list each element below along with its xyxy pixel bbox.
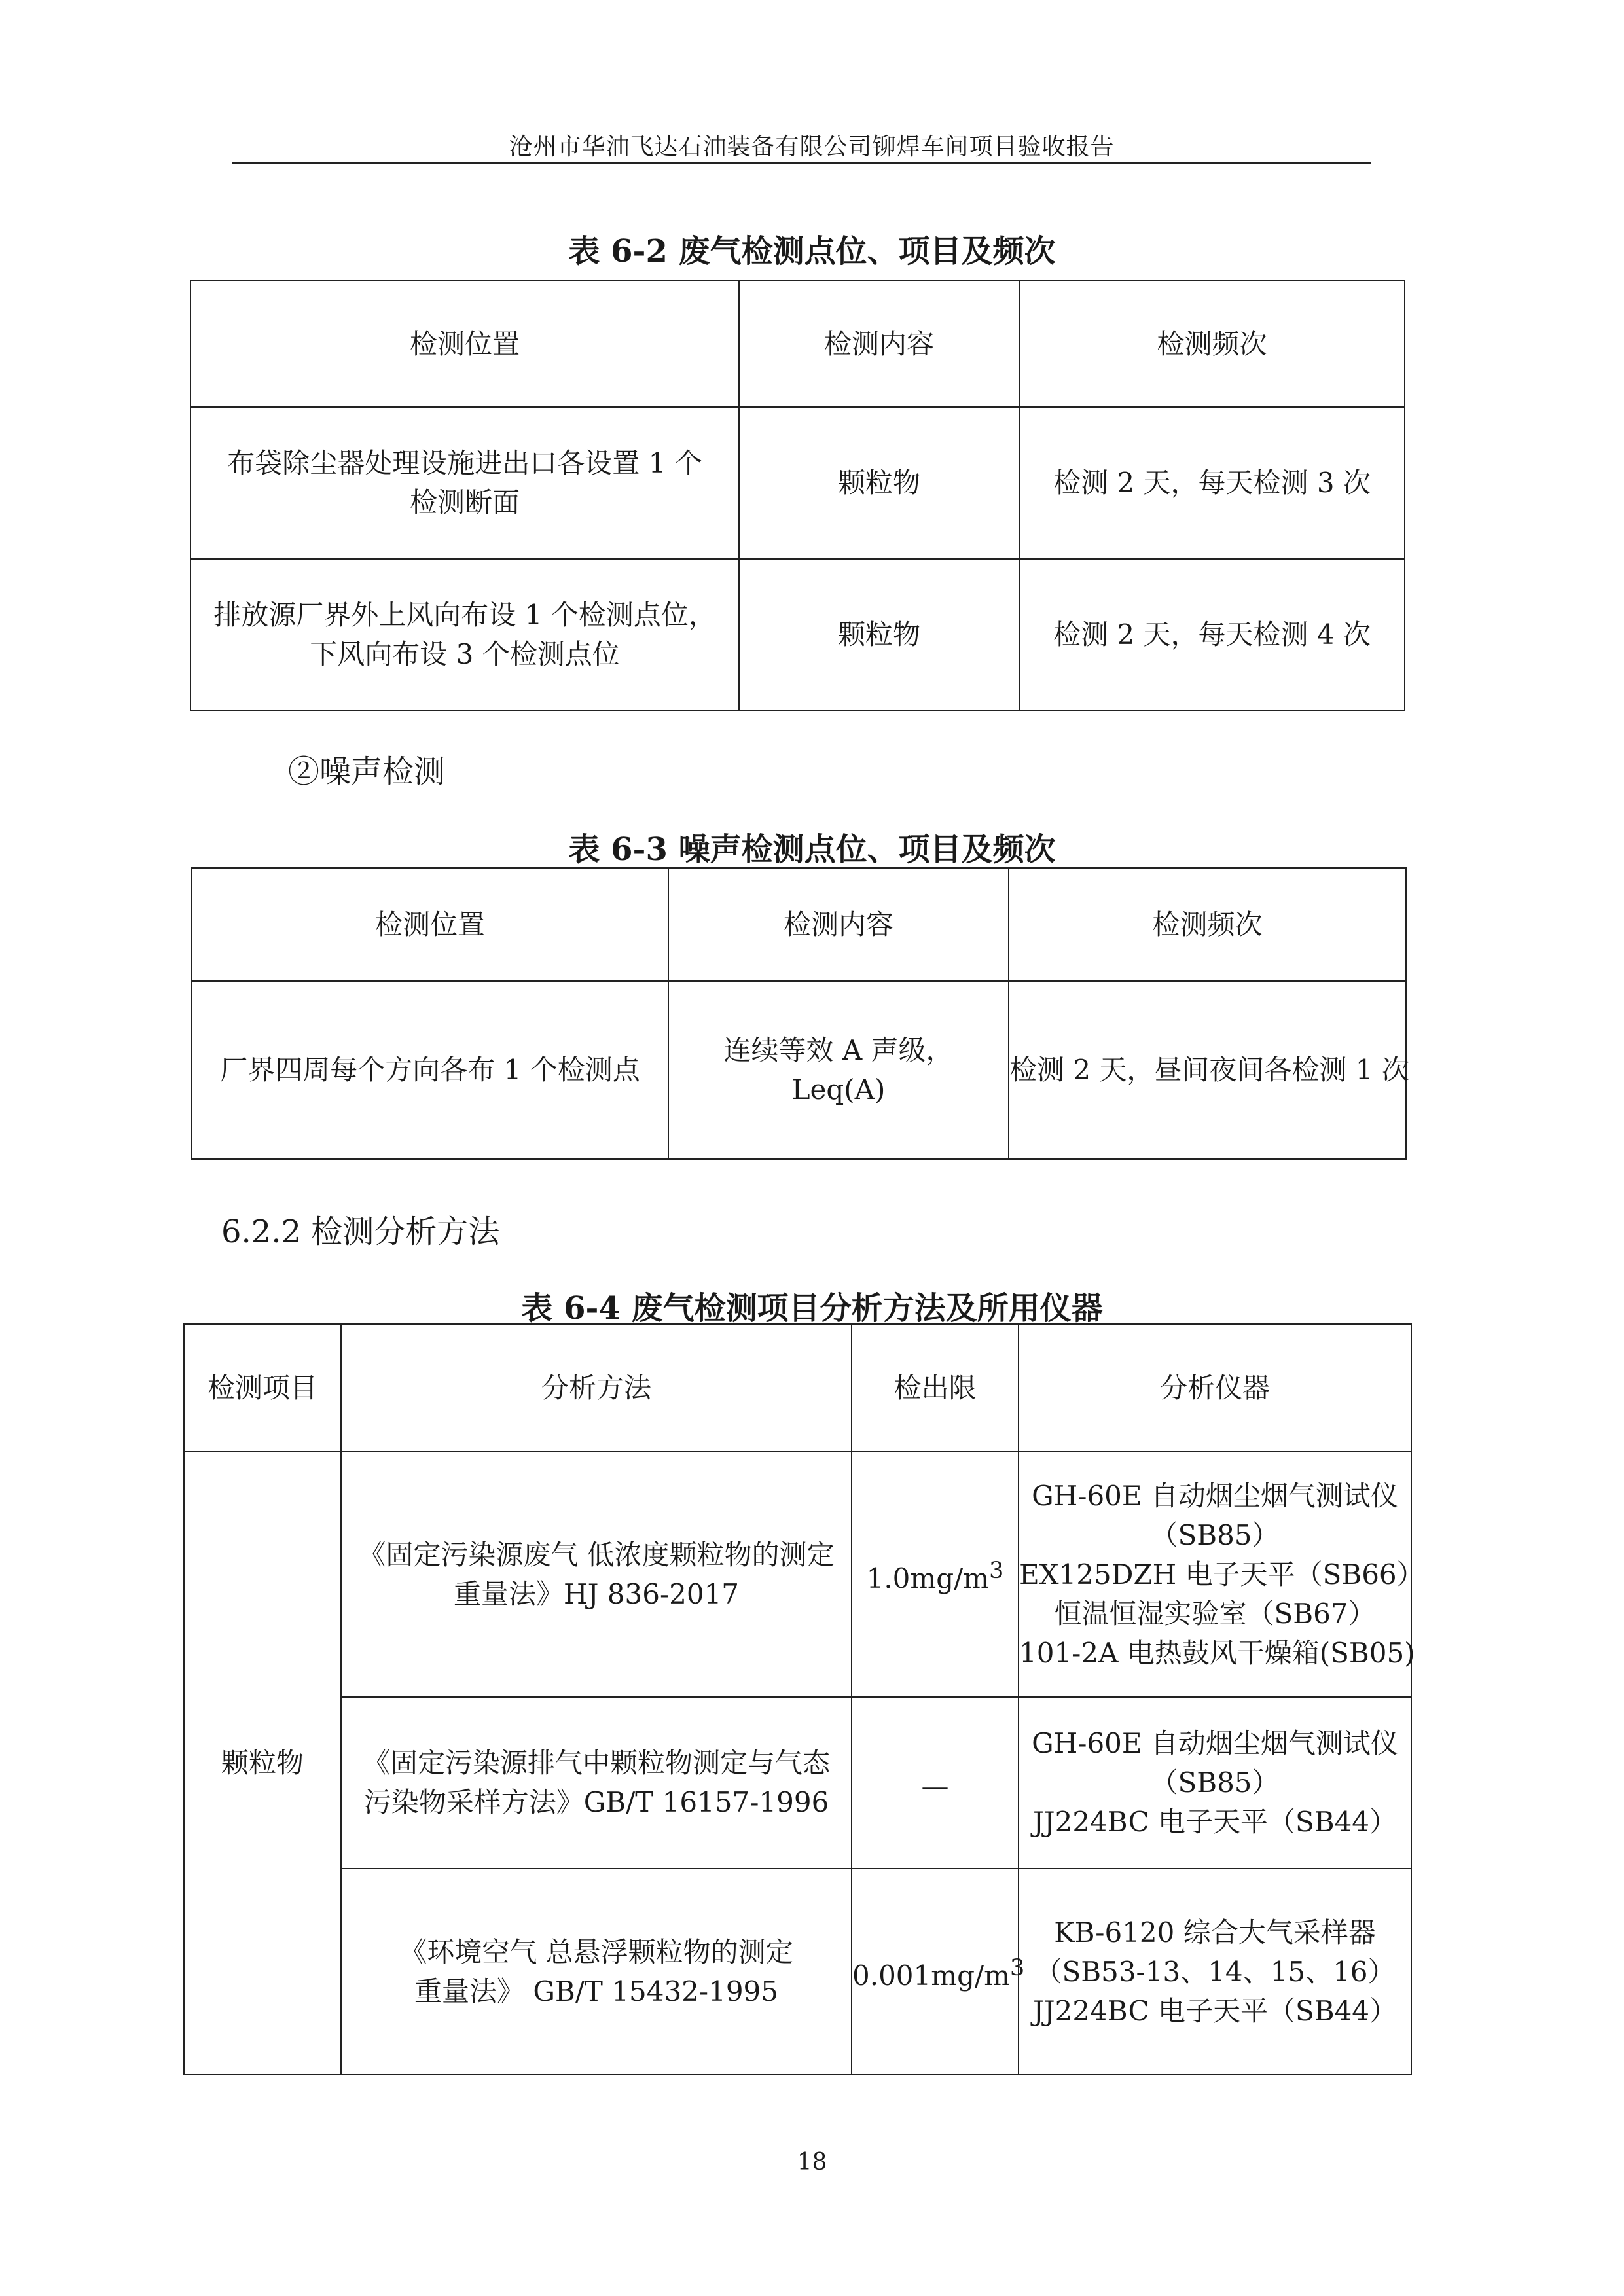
- frequency-cell: 检测 2 天，昼间夜间各检测 1 次: [1009, 981, 1406, 1159]
- instrument-line: GH-60E 自动烟尘烟气测试仪: [1032, 1727, 1398, 1759]
- table-header-cell: 检测项目: [184, 1324, 341, 1452]
- detection-limit-exponent: 3: [989, 1557, 1004, 1584]
- instrument-cell: [1019, 1697, 1411, 1869]
- table-row: [192, 981, 1406, 1159]
- detection-limit-cell: [852, 1697, 1019, 1869]
- detection-limit-cell: [852, 1452, 1019, 1697]
- detection-limit-cell: [852, 1869, 1025, 2075]
- table-6-3-caption: 表 6-3 噪声检测点位、项目及频次: [568, 831, 1056, 868]
- instrument-cell: [1019, 1452, 1424, 1697]
- table-row: [184, 1697, 1411, 1869]
- page-number: 18: [797, 2149, 827, 2176]
- instrument-line: （SB53-13、14、15、16）: [1034, 1955, 1396, 1988]
- report-header-title: 沧州市华油飞达石油装备有限公司铆焊车间项目验收报告: [509, 134, 1115, 160]
- table-row: [190, 559, 1405, 711]
- location-line: 布袋除尘器处理设施进出口各设置 1 个: [227, 447, 702, 479]
- content-cell: [668, 981, 1009, 1159]
- method-line: 污染物采样方法》GB/T 16157-1996: [363, 1786, 829, 1818]
- header-divider: [232, 162, 1371, 164]
- table-header-cell: 分析方法: [341, 1324, 852, 1452]
- method-line: 重量法》HJ 836-2017: [453, 1577, 740, 1610]
- test-item-cell: 颗粒物: [184, 1452, 341, 2075]
- table-header-cell: 检测频次: [1009, 868, 1406, 981]
- table-row: [184, 1452, 1411, 1697]
- method-line: 《固定污染源排气中颗粒物测定与气态: [362, 1747, 830, 1779]
- table-6-2: [190, 280, 1405, 711]
- method-line: 重量法》 GB/T 15432-1995: [414, 1975, 778, 2007]
- instrument-line: （SB85）: [1150, 1518, 1280, 1551]
- method-cell: [341, 1697, 852, 1869]
- content-line: 连续等效 A 声级，: [723, 1034, 954, 1066]
- instrument-line: 恒温恒湿实验室（SB67）: [1054, 1597, 1376, 1630]
- frequency-cell: 检测 2 天，每天检测 3 次: [1019, 407, 1405, 559]
- location-cell: [190, 559, 739, 711]
- table-header-cell: 检出限: [852, 1324, 1019, 1452]
- location-cell: 厂界四周每个方向各布 1 个检测点: [192, 981, 668, 1159]
- section-6-2-2-heading: 6.2.2 检测分析方法: [221, 1213, 500, 1250]
- table-6-2-caption: 表 6-2 废气检测点位、项目及频次: [568, 233, 1056, 270]
- noise-section-heading: ②噪声检测: [288, 753, 446, 790]
- table-6-4: [183, 1323, 1424, 2075]
- table-header-cell: 检测位置: [192, 868, 668, 981]
- table-header-cell: 检测频次: [1019, 281, 1405, 407]
- method-line: 《固定污染源废气 低浓度颗粒物的测定: [358, 1538, 835, 1571]
- table-row: [184, 1869, 1411, 2075]
- instrument-cell: [1019, 1869, 1411, 2075]
- table-6-4-caption: 表 6-4 废气检测项目分析方法及所用仪器: [521, 1290, 1103, 1327]
- instrument-line: GH-60E 自动烟尘烟气测试仪: [1032, 1479, 1398, 1512]
- detection-limit-value: —: [921, 1770, 949, 1803]
- detection-limit-value: 0.001mg/m: [852, 1959, 1010, 1992]
- table-header-cell: 检测内容: [739, 281, 1019, 407]
- method-cell: [341, 1452, 852, 1697]
- instrument-line: （SB85）: [1150, 1767, 1280, 1799]
- table-row: [190, 407, 1405, 559]
- content-cell: 颗粒物: [739, 407, 1019, 559]
- table-6-3: [191, 867, 1407, 1160]
- location-line: 下风向布设 3 个检测点位: [310, 638, 620, 670]
- table-header-cell: 检测内容: [668, 868, 1009, 981]
- instrument-line: 101-2A 电热鼓风干燥箱(SB05): [1019, 1636, 1415, 1669]
- detection-limit-exponent: 3: [1009, 1954, 1025, 1981]
- instrument-line: JJ224BC 电子天平（SB44）: [1032, 1994, 1398, 2027]
- content-line: Leq(A): [791, 1073, 886, 1105]
- instrument-line: JJ224BC 电子天平（SB44）: [1032, 1806, 1398, 1838]
- instrument-line: EX125DZH 电子天平（SB66）: [1019, 1558, 1424, 1590]
- location-line: 排放源厂界外上风向布设 1 个检测点位，: [213, 599, 716, 631]
- method-line: 《环境空气 总悬浮颗粒物的测定: [399, 1935, 793, 1968]
- content-cell: 颗粒物: [739, 559, 1019, 711]
- instrument-line: KB-6120 综合大气采样器: [1054, 1916, 1376, 1948]
- location-cell: [190, 407, 739, 559]
- table-header-cell: 分析仪器: [1019, 1324, 1411, 1452]
- method-cell: [341, 1869, 852, 2075]
- location-line: 检测断面: [409, 486, 520, 518]
- detection-limit-value: 1.0mg/m: [866, 1562, 990, 1594]
- frequency-cell: 检测 2 天，每天检测 4 次: [1019, 559, 1405, 711]
- table-header-cell: 检测位置: [190, 281, 739, 407]
